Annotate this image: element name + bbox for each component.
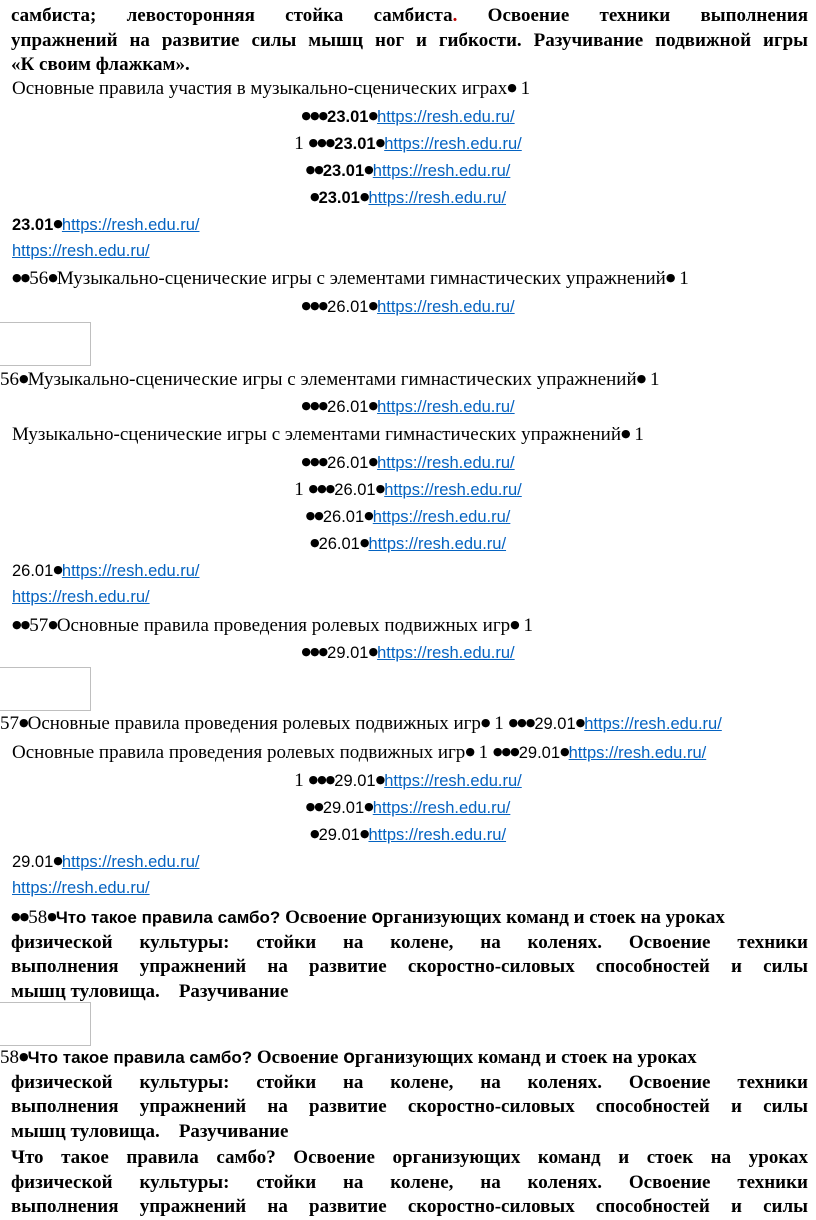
resh-link[interactable]: https://resh.edu.ru/ — [568, 744, 707, 762]
date-text: 23.01 — [322, 162, 365, 180]
link-line — [12, 876, 150, 900]
resh-link[interactable]: https://resh.edu.ru/ — [61, 216, 200, 234]
resh-link[interactable]: https://resh.edu.ru/ — [368, 826, 507, 844]
topic-line-4: мышц туловища. — [11, 1120, 160, 1142]
bullet-icon: ● — [364, 163, 373, 176]
bullet-icon: ● — [575, 716, 585, 729]
bullet-icon: ● — [359, 827, 369, 840]
bullet-icon: ●●● — [301, 399, 328, 412]
date-link-line — [0, 185, 816, 210]
bullet-icon: ●●● — [308, 482, 335, 495]
bullet-icon: ● — [375, 136, 385, 149]
lesson-number: 57 — [29, 615, 49, 636]
topic-line-2: физической культуры: стойки на колене, на коленях. Освоение техники — [11, 1171, 808, 1193]
date-text: 29.01 — [318, 826, 360, 844]
intro-line-1-rest: Освоение техники выполнения — [457, 5, 808, 26]
topic-text: Основные правила проведения ролевых подвижных игр — [56, 615, 511, 636]
topic-learn: Разучивание — [178, 980, 289, 1002]
topic-line — [12, 740, 706, 765]
link-line — [12, 239, 150, 263]
topic-line-2: физической культуры: стойки на колене, на коленях. Освоение техники — [11, 1071, 808, 1093]
date-text: 29.01 — [534, 715, 576, 733]
date-text: 26.01 — [334, 481, 376, 499]
topic-line-2: физической культуры: стойки на колене, на коленях. Освоение техники — [11, 931, 808, 953]
bullet-icon: ● — [309, 827, 319, 840]
topic-line-1: Что такое правила самбо? Освоение организующих команд и стоек на уроках — [11, 1147, 808, 1168]
lesson-number: 58 — [28, 907, 48, 928]
bullet-icon: ● — [368, 299, 378, 312]
lesson-number: 58 — [0, 1047, 19, 1068]
resh-link[interactable]: https://resh.edu.ru/ — [372, 508, 511, 526]
date-link-line — [0, 822, 816, 847]
bullet-icon: ●● — [305, 163, 323, 176]
hours-count: 1 — [478, 742, 489, 763]
lesson-number: 56 — [0, 369, 19, 390]
topic-line-3: выполнения упражнений на развитие скоростно-силовых способностей и силы — [11, 1196, 808, 1217]
date-link-line — [12, 212, 199, 237]
bullet-icon: ● — [375, 482, 385, 495]
date-text: 26.01 — [327, 398, 369, 416]
resh-link[interactable]: https://resh.edu.ru/ — [368, 189, 507, 207]
resh-link[interactable]: https://resh.edu.ru/ — [61, 853, 200, 871]
topic-text: Освоение — [252, 1047, 344, 1068]
resh-link[interactable]: https://resh.edu.ru/ — [372, 162, 511, 180]
bullet-icon: ● — [368, 455, 378, 468]
bullet-icon: ● — [19, 1050, 28, 1063]
topic-text: Музыкально-сценические игры с элементами гимнастических упражнений — [27, 369, 637, 390]
date-text: 23.01 — [327, 108, 369, 126]
bullet-icon: ● — [359, 536, 369, 549]
date-text: 23.01 — [12, 216, 54, 234]
bullet-icon: ●●● — [301, 645, 328, 658]
bullet-icon: ● — [53, 854, 62, 867]
resh-link[interactable]: https://resh.edu.ru/ — [12, 879, 150, 897]
resh-link[interactable]: https://resh.edu.ru/ — [12, 588, 150, 606]
topic-line — [12, 266, 689, 291]
hours-count: 1 — [520, 78, 531, 99]
date-text: 29.01 — [334, 772, 376, 790]
topic-text: Освоение — [280, 907, 372, 928]
hours-count: 1 — [294, 133, 304, 154]
resh-link[interactable]: https://resh.edu.ru/ — [384, 772, 522, 790]
bullet-icon: ●● — [11, 910, 29, 923]
hours-count: 1 — [649, 369, 660, 390]
date-text: 26.01 — [12, 562, 54, 580]
intro-line-2: упражнений на развитие силы мышц ног и гибкости. Разучивание подвижной игры — [11, 29, 808, 51]
date-text: 29.01 — [518, 744, 561, 762]
topic-line — [12, 613, 533, 638]
topic-text: рганизующих команд и стоек на уроках — [354, 1047, 697, 1068]
resh-link[interactable]: https://resh.edu.ru/ — [377, 644, 515, 662]
link-line — [12, 585, 150, 609]
topic-text: Музыкально-сценические игры с элементами гимнастических упражнений — [12, 424, 622, 445]
bullet-icon: ● — [665, 271, 675, 284]
resh-link[interactable]: https://resh.edu.ru/ — [384, 135, 522, 153]
hours-count: 1 — [634, 424, 644, 445]
date-link-line — [0, 640, 816, 665]
date-text: 26.01 — [318, 535, 360, 553]
bullet-icon: ● — [507, 81, 516, 94]
resh-link[interactable]: https://resh.edu.ru/ — [377, 108, 515, 126]
date-text: 29.01 — [322, 799, 365, 817]
topic-question: Что такое правила самбо? — [55, 908, 281, 927]
hours-count: 1 — [494, 713, 504, 734]
topic-line — [12, 76, 530, 101]
bullet-icon: ●● — [12, 618, 30, 631]
topic-question: Что такое правила самбо? — [27, 1048, 253, 1067]
hours-count: 1 — [294, 479, 304, 500]
bullet-icon: ● — [48, 271, 57, 284]
topic-text: Музыкально-сценические игры с элементами гимнастических упражнений — [56, 268, 666, 289]
date-text: 26.01 — [327, 454, 369, 472]
topic-text: о — [343, 1047, 355, 1068]
date-text: 26.01 — [327, 298, 369, 316]
topic-line-4: мышц туловища. — [11, 980, 160, 1002]
date-text: 23.01 — [334, 135, 376, 153]
bullet-icon: ● — [480, 716, 490, 729]
bullet-icon: ● — [309, 536, 319, 549]
date-link-line — [0, 158, 816, 183]
hours-count: 1 — [679, 268, 689, 289]
intro-line-3: «К своим флажкам». — [11, 54, 190, 75]
topic-text: Основные правила участия в музыкально-сценических играх — [12, 78, 508, 99]
intro-red-dot: . — [452, 5, 458, 26]
lesson-number: 57 — [0, 713, 19, 734]
resh-link[interactable]: https://resh.edu.ru/ — [584, 715, 722, 733]
bullet-icon: ● — [19, 716, 28, 729]
resh-link[interactable]: https://resh.edu.ru/ — [377, 298, 515, 316]
bullet-icon: ●● — [12, 271, 30, 284]
bullet-icon: ●● — [305, 509, 323, 522]
bullet-icon: ●●● — [301, 299, 328, 312]
topic-line-3: выполнения упражнений на развитие скоростно-силовых способностей и силы — [11, 1096, 808, 1117]
bullet-icon: ● — [364, 800, 373, 813]
topic-text: рганизующих команд и стоек на уроках — [383, 907, 725, 928]
bullet-icon: ● — [309, 190, 319, 203]
hours-count: 1 — [294, 770, 304, 791]
date-link-line — [0, 768, 816, 793]
date-link-line — [0, 394, 816, 419]
date-link-line — [0, 795, 816, 820]
empty-cell-box — [0, 1002, 91, 1046]
bullet-icon: ● — [510, 618, 519, 631]
topic-line — [12, 422, 644, 447]
date-link-line — [0, 450, 816, 475]
topic-58-paragraph — [11, 905, 808, 1004]
intro-paragraph — [11, 4, 808, 78]
topic-learn: Разучивание — [178, 1120, 289, 1142]
date-text: 29.01 — [327, 644, 369, 662]
resh-link[interactable]: https://resh.edu.ru/ — [372, 799, 511, 817]
intro-line-1: самбиста; левосторонняя стойка самбиста — [11, 5, 453, 26]
bullet-icon: ●●● — [301, 455, 328, 468]
topic-text: о — [371, 907, 384, 928]
resh-link[interactable]: https://resh.edu.ru/ — [61, 562, 200, 580]
bullet-icon: ● — [621, 427, 630, 440]
bullet-icon: ● — [19, 372, 28, 385]
bullet-icon: ● — [465, 745, 474, 758]
hours-count: 1 — [523, 615, 533, 636]
topic-text: Основные правила проведения ролевых подвижных игр — [12, 742, 466, 763]
date-link-line — [0, 294, 816, 319]
bullet-icon: ● — [53, 563, 62, 576]
date-text: 26.01 — [322, 508, 365, 526]
resh-link[interactable]: https://resh.edu.ru/ — [12, 242, 150, 260]
bullet-icon: ● — [364, 509, 373, 522]
resh-link[interactable]: https://resh.edu.ru/ — [377, 398, 515, 416]
resh-link[interactable]: https://resh.edu.ru/ — [368, 535, 507, 553]
empty-cell-box — [0, 322, 91, 366]
bullet-icon: ● — [48, 618, 57, 631]
lesson-number: 56 — [29, 268, 49, 289]
topic-line — [0, 711, 722, 736]
bullet-icon: ● — [359, 190, 369, 203]
topic-line — [0, 367, 659, 392]
bullet-icon: ● — [47, 910, 56, 923]
bullet-icon: ●●● — [492, 745, 519, 758]
topic-line-3: выполнения упражнений на развитие скоростно-силовых способностей и силы — [11, 956, 808, 977]
bullet-icon: ● — [560, 745, 569, 758]
topic-text: Основные правила проведения ролевых подвижных игр — [27, 713, 481, 734]
bullet-icon: ● — [636, 372, 646, 385]
date-link-line — [0, 131, 816, 156]
bullet-icon: ●●● — [508, 716, 535, 729]
bullet-icon: ● — [53, 217, 62, 230]
date-text: 29.01 — [12, 853, 54, 871]
date-text: 23.01 — [318, 189, 360, 207]
date-link-line — [0, 104, 816, 129]
bullet-icon: ●●● — [308, 136, 335, 149]
bullet-icon: ● — [368, 109, 378, 122]
resh-link[interactable]: https://resh.edu.ru/ — [377, 454, 515, 472]
date-link-line — [0, 477, 816, 502]
resh-link[interactable]: https://resh.edu.ru/ — [384, 481, 522, 499]
date-link-line — [0, 504, 816, 529]
bullet-icon: ●● — [305, 800, 323, 813]
empty-cell-box — [0, 667, 91, 711]
bullet-icon: ● — [375, 773, 385, 786]
topic-58-paragraph-repeat — [0, 1045, 808, 1144]
bullet-icon: ●●● — [308, 773, 335, 786]
bullet-icon: ● — [368, 645, 378, 658]
date-link-line — [0, 531, 816, 556]
bullet-icon: ●●● — [301, 109, 328, 122]
date-link-line — [12, 558, 199, 583]
topic-58-paragraph-plain — [11, 1146, 808, 1220]
bullet-icon: ● — [368, 399, 378, 412]
date-link-line — [12, 849, 199, 874]
